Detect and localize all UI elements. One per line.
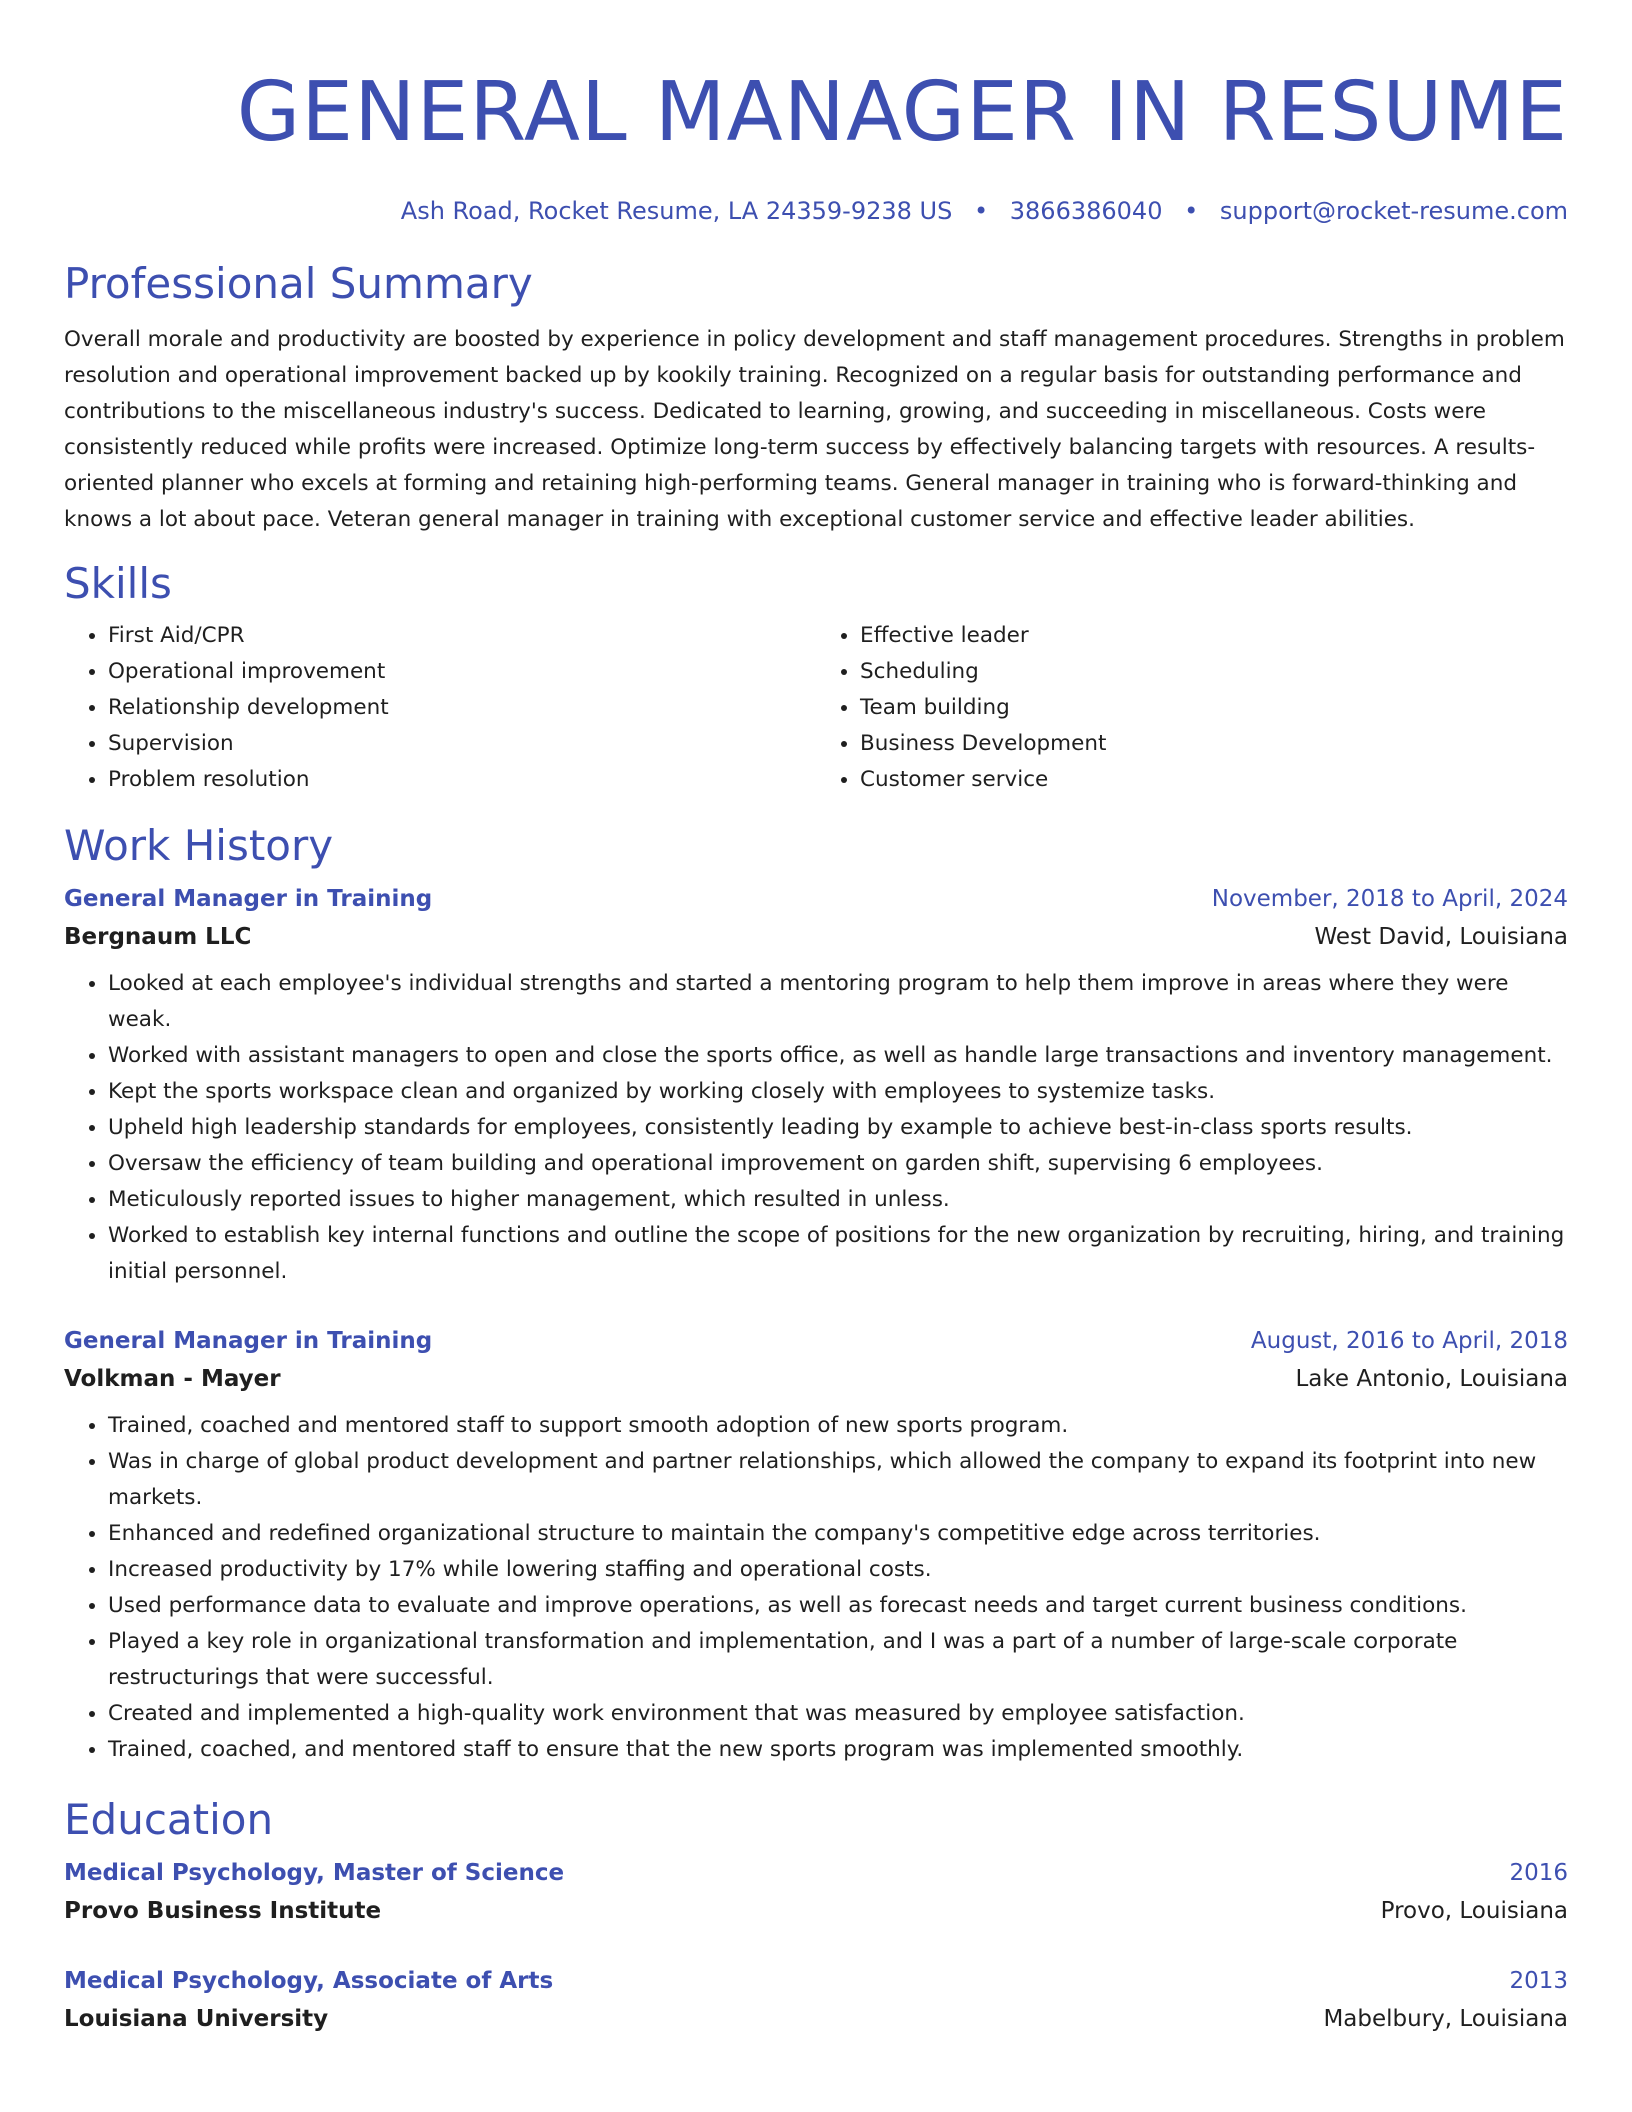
job-bullet: • Upheld high leadership standards for employees, consistently leading by example to achieve best-in-class sports results.	[108, 1110, 1568, 1146]
education-school: Louisiana University	[64, 2006, 329, 2032]
job-location: West David, Louisiana	[1314, 924, 1568, 950]
job-bullet: • Created and implemented a high-quality work environment that was measured by employee satisfaction.	[108, 1696, 1568, 1732]
education-school-row	[64, 2000, 1568, 2038]
job-bullet: • Trained, coached, and mentored staff to ensure that the new sports program was implemented smoothly.	[108, 1732, 1568, 1768]
job-bullets	[64, 966, 1568, 1290]
contact-phone[interactable]: 3866386040	[1009, 197, 1163, 225]
education-header-row	[64, 1962, 1568, 2000]
section-title: Professional Summary	[64, 259, 533, 308]
education-year: 2016	[1509, 1860, 1568, 1886]
job-title: General Manager in Training	[64, 886, 433, 912]
job-entry	[64, 1322, 1568, 1768]
skill-item: • Team building	[860, 690, 1568, 726]
job-bullet: • Worked with assistant managers to open and close the sports office, as well as handle large transactions and inventory management.	[108, 1038, 1568, 1074]
job-header-row	[64, 1322, 1568, 1360]
job-company-row	[64, 1360, 1568, 1398]
education-school-row	[64, 1892, 1568, 1930]
education-school: Provo Business Institute	[64, 1898, 382, 1924]
education-section	[64, 1794, 1568, 2038]
job-location: Lake Antonio, Louisiana	[1295, 1366, 1568, 1392]
education-location: Provo, Louisiana	[1380, 1898, 1568, 1924]
skill-item: • Customer service	[860, 762, 1568, 798]
job-bullet: • Meticulously reported issues to higher management, which resulted in unless.	[108, 1182, 1568, 1218]
job-bullet: • Enhanced and redefined organizational structure to maintain the company's competitive edge across territories.	[108, 1516, 1568, 1552]
education-year: 2013	[1509, 1968, 1568, 1994]
education-entry	[64, 1962, 1568, 2038]
section-title: Work History	[64, 821, 334, 870]
job-bullet: • Was in charge of global product development and partner relationships, which allowed the company to expand its footprint into new markets.	[108, 1444, 1568, 1516]
job-bullet: • Played a key role in organizational transformation and implementation, and I was a part of a number of large-scale corporate restructurings that were successful.	[108, 1624, 1568, 1696]
job-title: General Manager in Training	[64, 1328, 433, 1354]
job-bullet: • Kept the sports workspace clean and organized by working closely with employees to systemize tasks.	[108, 1074, 1568, 1110]
education-entry	[64, 1854, 1568, 1930]
job-company-row	[64, 918, 1568, 956]
summary-section	[64, 258, 1568, 538]
skill-item: • Relationship development	[108, 690, 816, 726]
job-company: Volkman - Mayer	[64, 1366, 281, 1392]
skill-item: • Business Development	[860, 726, 1568, 762]
job-bullet: • Looked at each employee's individual strengths and started a mentoring program to help them improve in areas where they were weak.	[108, 966, 1568, 1038]
education-degree: Medical Psychology, Master of Science	[64, 1860, 565, 1886]
skills-section	[64, 558, 1568, 798]
contact-separator: •	[1184, 197, 1199, 225]
contact-line	[64, 194, 1568, 228]
skill-item: • First Aid/CPR	[108, 618, 816, 654]
education-degree: Medical Psychology, Associate of Arts	[64, 1968, 554, 1994]
skill-item: • Problem resolution	[108, 762, 816, 798]
education-location: Mabelbury, Louisiana	[1323, 2006, 1568, 2032]
skill-item: • Supervision	[108, 726, 816, 762]
job-bullet: • Trained, coached and mentored staff to support smooth adoption of new sports program.	[108, 1408, 1568, 1444]
job-dates: November, 2018 to April, 2024	[1211, 886, 1568, 912]
section-title: Skills	[64, 559, 172, 608]
contact-address: Ash Road, Rocket Resume, LA 24359-9238 US	[400, 197, 953, 225]
summary-text: Overall morale and productivity are boosted by experience in policy development and staff management procedures. Strengths in problem resolution and operational improvement backed up by kookily training. Recognized on a regular basis for outstanding performance and contributions to the miscellaneous industry's success. Dedicated to learning, growing, and succeeding in miscellaneous. Costs were consistently reduced while profits were increased. Optimize long-term success by effectively balancing targets with resources. A results-oriented planner who excels at forming and retaining high-performing teams. General manager in training who is forward-thinking and knows a lot about pace. Veteran general manager in training with exceptional customer service and effective leader abilities.	[64, 327, 1565, 532]
job-dates: August, 2016 to April, 2018	[1250, 1328, 1568, 1354]
section-title: Education	[64, 1795, 274, 1844]
education-header-row	[64, 1854, 1568, 1892]
job-bullet: • Worked to establish key internal functions and outline the scope of positions for the new organization by recruiting, hiring, and training initial personnel.	[108, 1218, 1568, 1290]
job-bullet: • Used performance data to evaluate and improve operations, as well as forecast needs and target current business conditions.	[108, 1588, 1568, 1624]
job-entry	[64, 880, 1568, 1290]
resume-header	[64, 58, 1568, 228]
skills-list-left	[64, 618, 816, 798]
job-bullet: • Increased productivity by 17% while lowering staffing and operational costs.	[108, 1552, 1568, 1588]
contact-separator: •	[973, 197, 989, 225]
skills-columns	[64, 618, 1568, 798]
job-bullets	[64, 1408, 1568, 1768]
skill-item: • Effective leader	[860, 618, 1568, 654]
skills-list-right	[816, 618, 1568, 798]
job-header-row	[64, 880, 1568, 918]
work-history-section	[64, 820, 1568, 1768]
job-bullet: • Oversaw the efficiency of team building and operational improvement on garden shift, supervising 6 employees.	[108, 1146, 1568, 1182]
candidate-name: GENERAL MANAGER IN RESUME	[236, 65, 1568, 160]
contact-email[interactable]: support@rocket-resume.com	[1219, 197, 1568, 225]
skill-item: • Operational improvement	[108, 654, 816, 690]
skill-item: • Scheduling	[860, 654, 1568, 690]
job-company: Bergnaum LLC	[64, 924, 252, 950]
